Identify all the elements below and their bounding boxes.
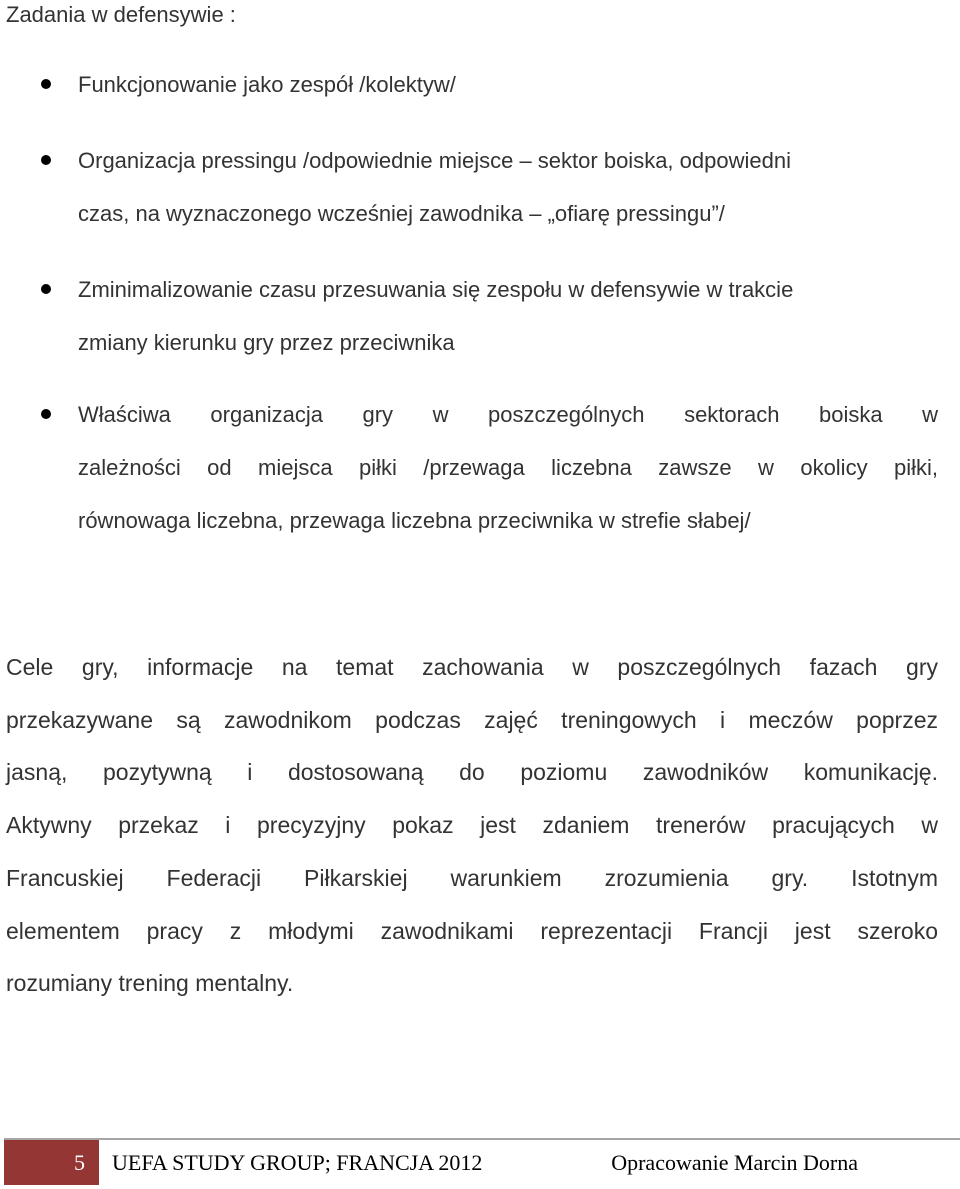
list-item-line: czas, na wyznaczonego wcześniej zawodnika – „ofiarę pressingu”/ bbox=[78, 201, 725, 226]
list-item bbox=[78, 58, 938, 111]
paragraph-line: Cele gry, informacje na temat zachowania w poszczególnych fazach gry bbox=[6, 654, 938, 680]
section-heading: Zadania w defensywie : bbox=[6, 2, 236, 27]
list-item-line: Funkcjonowanie jako zespół /kolektyw/ bbox=[78, 72, 456, 97]
page-number: 5 bbox=[74, 1150, 85, 1175]
list-item-line: Zminimalizowanie czasu przesuwania się zespołu w defensywie w trakcie bbox=[78, 277, 794, 302]
bullet-icon bbox=[41, 409, 51, 419]
list-item bbox=[78, 388, 938, 547]
footer-author: Opracowanie Marcin Dorna bbox=[611, 1150, 858, 1175]
paragraph-line: Aktywny przekaz i precyzyjny pokaz jest zdaniem trenerów pracujących w bbox=[6, 812, 938, 839]
bullet-icon bbox=[41, 79, 51, 89]
paragraph-line: elementem pracy z młodymi zawodnikami reprezentacji Francji jest szeroko bbox=[6, 917, 938, 944]
body-paragraph bbox=[6, 641, 938, 1010]
list-item-line: Organizacja pressingu /odpowiednie miejsce – sektor boiska, odpowiedni bbox=[78, 148, 791, 173]
list-item-line: zależności od miejsca piłki /przewaga liczebna zawsze w okolicy piłki, bbox=[78, 455, 938, 480]
list-item bbox=[78, 134, 938, 240]
list-item-line: zmiany kierunku gry przez przeciwnika bbox=[78, 330, 455, 355]
footer-rule bbox=[4, 1138, 960, 1140]
list-item-line: równowaga liczebna, przewaga liczebna przeciwnika w strefie słabej/ bbox=[78, 508, 751, 533]
bullet-icon bbox=[41, 284, 51, 294]
paragraph-line: Francuskiej Federacji Piłkarskiej warunkiem zrozumienia gry. Istotnym bbox=[6, 864, 938, 891]
footer-title: UEFA STUDY GROUP; FRANCJA 2012 bbox=[112, 1150, 483, 1175]
list-item-line: Właściwa organizacja gry w poszczególnych sektorach boiska w bbox=[78, 402, 938, 427]
list-item bbox=[78, 263, 938, 369]
paragraph-line: przekazywane są zawodnikom podczas zajęć treningowych i meczów poprzez bbox=[6, 706, 938, 733]
bullet-icon bbox=[41, 155, 51, 165]
paragraph-line: jasną, pozytywną i dostosowaną do poziomu zawodników komunikację. bbox=[6, 759, 938, 786]
paragraph-line: rozumiany trening mentalny. bbox=[6, 970, 294, 997]
